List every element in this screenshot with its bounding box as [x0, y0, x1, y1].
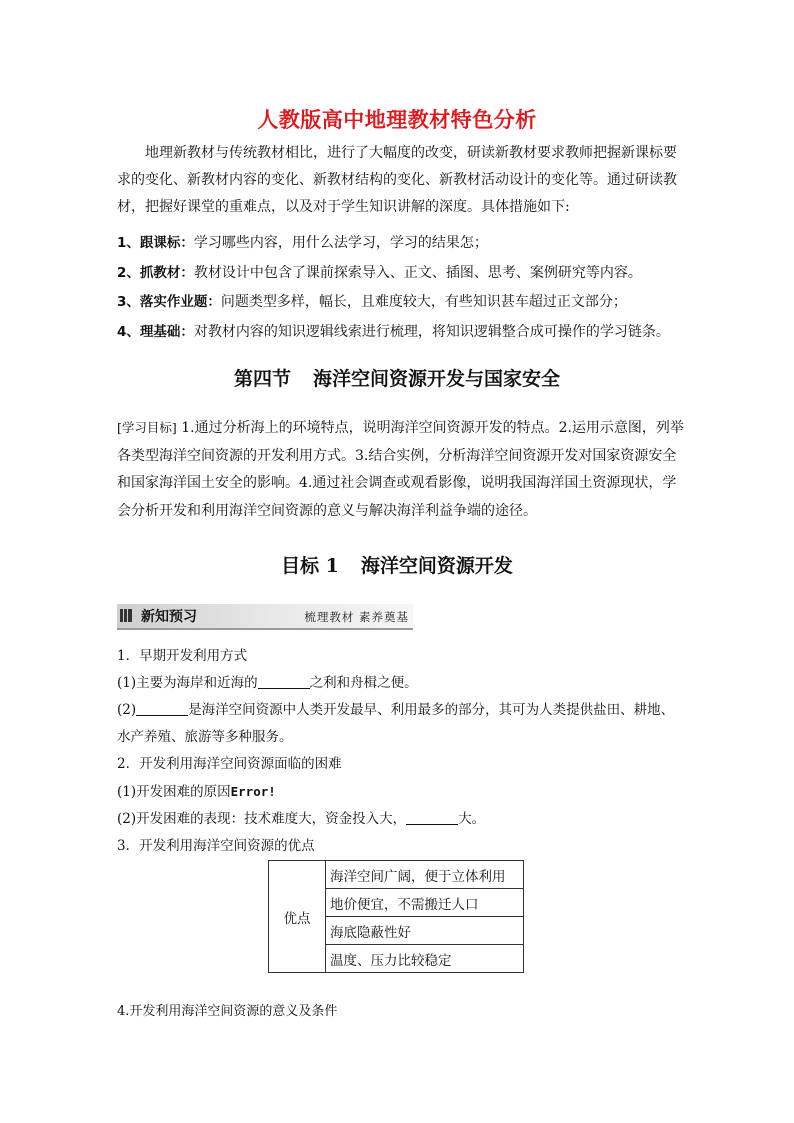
line-text: (2)	[117, 702, 137, 718]
goal-number: 目标 1	[281, 555, 339, 577]
objectives-tag: [学习目标]	[117, 420, 177, 435]
section-title	[0, 364, 794, 391]
goal-title	[0, 551, 794, 578]
heading-4: 4.开发利用海洋空间资源的意义及条件	[117, 1004, 338, 1019]
fill-line-1	[117, 670, 687, 697]
heading-1: 1．早期开发利用方式	[117, 648, 248, 664]
table-cell: 地价便宜，不需搬迁人口	[326, 889, 524, 917]
line-text: 大。	[458, 811, 486, 827]
table-cell: 温度、压力比较稳定	[326, 945, 524, 973]
section-number: 第四节	[233, 368, 291, 390]
measure-item	[117, 259, 697, 289]
answer-blank	[258, 674, 310, 689]
line-text: (1)开发困难的原因	[117, 784, 231, 800]
fill-line-4	[117, 806, 687, 833]
fill-line-3	[117, 778, 687, 806]
advantages-table	[268, 860, 524, 973]
table-row	[269, 861, 524, 889]
preview-banner	[117, 604, 413, 630]
banner-subtitle: 梳理教材 素养奠基	[304, 610, 409, 624]
table-header-cell: 优点	[269, 861, 326, 973]
heading-3: 3．开发利用海洋空间资源的优点	[117, 838, 315, 854]
measure-text: 学习哪些内容，用什么法学习，学习的结果怎；	[193, 235, 488, 251]
banner-label: 新知预习	[141, 609, 197, 625]
measure-lead: 1、跟课标：	[117, 235, 194, 251]
measure-item	[117, 288, 697, 318]
intro-paragraph: 地理新教材与传统教材相比，进行了大幅度的改变，研读新教材要求教师把握新课标要求的变化、新教材内容的变化、新教材结构的变化、新教材活动设计的变化等。通过研读教材，把握好课堂的重难点，以及对于学生知识讲解的深度。具体措施如下:	[117, 145, 677, 215]
table-cell: 海洋空间广阔，便于立体利用	[326, 861, 524, 889]
preview-content	[117, 643, 687, 860]
measure-item	[117, 229, 697, 259]
line-text: (2)开发困难的表现：技术难度大，资金投入大，	[117, 811, 407, 827]
line-text: 是海洋空间资源中人类开发最早、利用最多的部分，其可为人类提供盐田、耕地、	[188, 702, 675, 718]
fill-line-2	[117, 697, 687, 724]
measure-lead: 4、理基础：	[117, 323, 194, 340]
measure-lead: 3、落实作业题：	[117, 294, 221, 310]
table-cell: 海底隐蔽性好	[326, 917, 524, 945]
objectives-text: 1.通过分析海上的环境特点，说明海洋空间资源开发的特点。2.运用示意图，列举各类型海洋空间资源的开发利用方式。3.结合实例，分析海洋空间资源开发对国家资源安全和国家海洋国土安全的影响。4.通过社会调查或观看影像，说明我国海洋国土资源现状，学会分析开发和利用海洋空间资源的意义与解决海洋利益争端的途径。	[117, 420, 684, 519]
answer-blank	[406, 810, 458, 825]
fill-line-2-cont: 水产养殖、旅游等多种服务。	[117, 729, 293, 745]
measure-item	[117, 318, 697, 348]
measures-list	[117, 229, 697, 347]
heading-2: 2．开发利用海洋空间资源面临的困难	[117, 756, 342, 772]
section-name: 海洋空间资源开发与国家安全	[313, 368, 561, 390]
line-text: (1)主要为海岸和近海的	[117, 675, 258, 691]
learning-objectives	[117, 414, 685, 525]
measure-lead: 2、抓教材：	[117, 264, 194, 281]
line-text: 之利和舟楫之便。	[309, 675, 418, 691]
error-text: Error!	[230, 784, 276, 799]
measure-text: 问题类型多样，幅长，且难度较大，有些知识甚车超过正文部分；	[220, 294, 627, 310]
measure-text: 对教材内容的知识逻辑线索进行梳理，将知识逻辑整合成可操作的学习链条。	[193, 323, 670, 340]
book-icon	[120, 609, 132, 622]
measure-text: 教材设计中包含了课前探索导入、正文、插图、思考、案例研究等内容。	[193, 264, 642, 281]
goal-name: 海洋空间资源开发	[360, 555, 513, 577]
document-title: 人教版高中地理教材特色分析	[257, 108, 537, 132]
answer-blank	[136, 701, 188, 716]
